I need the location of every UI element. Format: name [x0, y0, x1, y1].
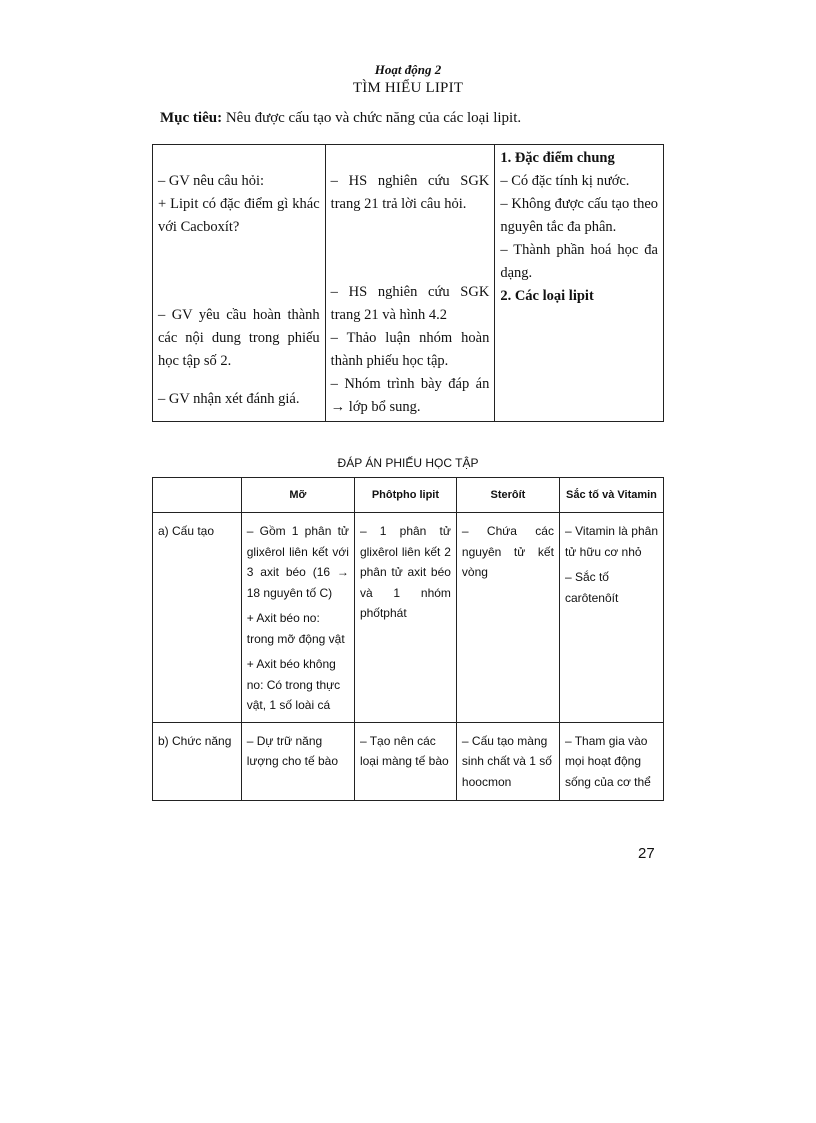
student-item: – HS nghiên cứu SGK trang 21 trả lời câu hỏi. — [330, 173, 490, 212]
teacher-item: – GV yêu cầu hoàn thành các nội dung trong phiếu học tập số 2. — [158, 307, 320, 369]
teacher-item: – GV nhận xét đánh giá. — [158, 391, 300, 407]
content-column — [495, 145, 664, 422]
teacher-item: + Lipit có đặc điểm gì khác với Cacboxít? — [158, 196, 320, 235]
row-label: b) Chức năng — [153, 722, 242, 800]
header-cell: Sắc tố và Vitamin — [559, 478, 663, 513]
cell-item: – Gồm 1 phân tử glixêrol liên kết với 3 axit béo (16 → 18 nguyên tố C) — [246, 524, 349, 600]
cell-item: – 1 phân tử glixêrol liên kết 2 phân tử axit béo và 1 nhóm phốtphát — [359, 524, 451, 620]
cell-mo — [241, 513, 354, 723]
content-item: – Có đặc tính kị nước. — [500, 173, 630, 189]
answer-table-title: ĐÁP ÁN PHIẾU HỌC TẬP — [337, 456, 479, 470]
teacher-item: – GV nêu câu hỏi: — [158, 173, 265, 189]
header-cell — [153, 478, 242, 513]
objective-text: Nêu được cấu tạo và chức năng của các loại lipit. — [222, 110, 522, 126]
cell-item: + Axit béo không no: Có trong thực vật, 1 số loài cá — [246, 657, 341, 712]
student-item: – HS nghiên cứu SGK trang 21 và hình 4.2 — [330, 284, 490, 323]
content-item: – Thành phần hoá học đa dạng. — [500, 242, 658, 281]
cell-steroit: – Cấu tạo màng sinh chất và 1 số hoocmon — [456, 722, 559, 800]
cell-mo: – Dự trữ năng lượng cho tế bào — [241, 722, 354, 800]
content-heading: 1. Đặc điểm chung — [500, 150, 615, 166]
content-heading: 2. Các loại lipit — [500, 288, 594, 304]
objective-label: Mục tiêu: — [160, 110, 223, 126]
header-cell: Phôtpho lipit — [354, 478, 456, 513]
answer-header-row — [153, 478, 664, 513]
cell-photpho: – Tạo nên các loại màng tế bào — [354, 722, 456, 800]
cell-photpho — [354, 513, 456, 723]
cell-sacto: – Tham gia vào mọi hoạt động sống của cơ thể — [559, 722, 663, 800]
cell-item: – Vitamin là phân tử hữu cơ nhỏ — [564, 524, 658, 559]
activity-row — [153, 145, 664, 422]
cell-item: – Chứa các nguyên tử kết vòng — [461, 524, 554, 579]
student-item: – Thảo luận nhóm hoàn thành phiếu học tập. — [330, 330, 490, 369]
activity-table — [152, 144, 664, 422]
page-title: TÌM HIỂU LIPIT — [352, 80, 464, 96]
answer-row-function — [153, 722, 664, 800]
header-cell: Sterôít — [456, 478, 559, 513]
cell-steroit — [456, 513, 559, 723]
header-cell: Mỡ — [241, 478, 354, 513]
teacher-column — [153, 145, 326, 422]
page-number: 27 — [638, 845, 655, 862]
answer-table — [152, 477, 664, 801]
row-label: a) Cấu tạo — [153, 513, 242, 723]
cell-item: – Sắc tố carôtenôít — [564, 570, 619, 605]
answer-row-structure — [153, 513, 664, 723]
activity-heading: Hoạt động 2 — [374, 62, 442, 77]
cell-item: + Axit béo no: trong mỡ động vật — [246, 611, 345, 646]
student-item: – Nhóm trình bày đáp án → lớp bổ sung. — [330, 376, 490, 415]
objective-line — [160, 110, 680, 127]
student-column — [325, 145, 495, 422]
cell-sacto — [559, 513, 663, 723]
content-item: – Không được cấu tạo theo nguyên tắc đa phân. — [500, 196, 658, 235]
